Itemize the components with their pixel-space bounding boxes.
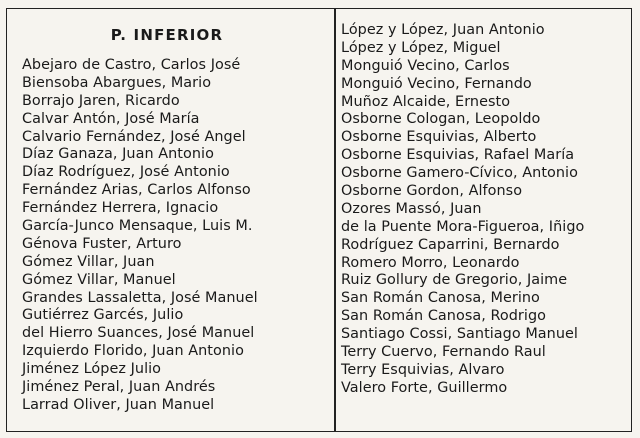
name-entry: García-Junco Mensaque, Luis M. [22,218,253,235]
name-entry: Jiménez López Julio [22,361,162,378]
name-entry: del Hierro Suances, José Manuel [22,325,255,342]
name-entry: Borrajo Jaren, Ricardo [22,92,180,109]
name-entry: López y López, Juan Antonio [341,22,545,38]
name-entry: Gutiérrez Garcés, Julio [22,307,184,324]
name-entry: Terry Esquivias, Alvaro [341,361,505,378]
column-divider [334,8,336,432]
name-entry: Fernández Arias, Carlos Alfonso [22,182,251,199]
name-entry: Díaz Rodríguez, José Antonio [22,164,230,181]
name-entry: San Román Canosa, Rodrigo [341,308,546,325]
name-entry: Larrad Oliver, Juan Manuel [22,396,215,413]
name-entry: Monguió Vecino, Fernando [341,75,532,92]
name-entry: Izquierdo Florido, Juan Antonio [22,343,244,360]
name-entry: Monguió Vecino, Carlos [341,57,510,74]
name-entry: Rodríguez Caparrini, Bernardo [341,236,560,253]
name-entry: Gómez Villar, Juan [22,253,155,270]
name-entry: Muñoz Alcaide, Ernesto [341,93,511,110]
name-entry: Abejaro de Castro, Carlos José [22,57,241,73]
name-entry: Osborne Cologan, Leopoldo [341,111,541,128]
name-entry: Osborne Gordon, Alfonso [341,183,523,200]
name-entry: Romero Morro, Leonardo [341,254,520,271]
name-entry: Ozores Massó, Juan [341,200,482,217]
name-entry: Terry Cuervo, Fernando Raul [341,344,546,361]
name-entry: Valero Forte, Guillermo [341,379,508,396]
name-entry: Santiago Cossi, Santiago Manuel [341,326,578,343]
name-entry: Jiménez Peral, Juan Andrés [22,379,216,396]
name-entry: Calvario Fernández, José Angel [22,128,246,145]
name-entry: Ruiz Gollury de Gregorio, Jaime [341,272,568,289]
name-entry: Calvar Antón, José María [22,110,200,127]
name-entry: Osborne Esquivias, Alberto [341,129,537,146]
name-entry: Biensoba Abargues, Mario [22,74,212,91]
right-name-list [341,22,584,398]
name-entry: Osborne Esquivias, Rafael María [341,147,575,164]
name-entry: Osborne Gamero-Cívico, Antonio [341,165,578,182]
name-entry: Fernández Herrera, Ignacio [22,200,219,217]
name-entry: Grandes Lassaletta, José Manuel [22,289,258,306]
name-entry: Génova Fuster, Arturo [22,235,182,252]
section-heading: P. INFERIOR [110,26,224,44]
name-entry: San Román Canosa, Merino [341,290,540,307]
name-entry: López y López, Miguel [341,39,501,56]
name-entry: Gómez Villar, Manuel [22,271,176,288]
name-entry: de la Puente Mora-Figueroa, Iñigo [341,218,585,235]
name-entry: Díaz Ganaza, Juan Antonio [22,146,214,163]
left-name-list [22,57,258,415]
